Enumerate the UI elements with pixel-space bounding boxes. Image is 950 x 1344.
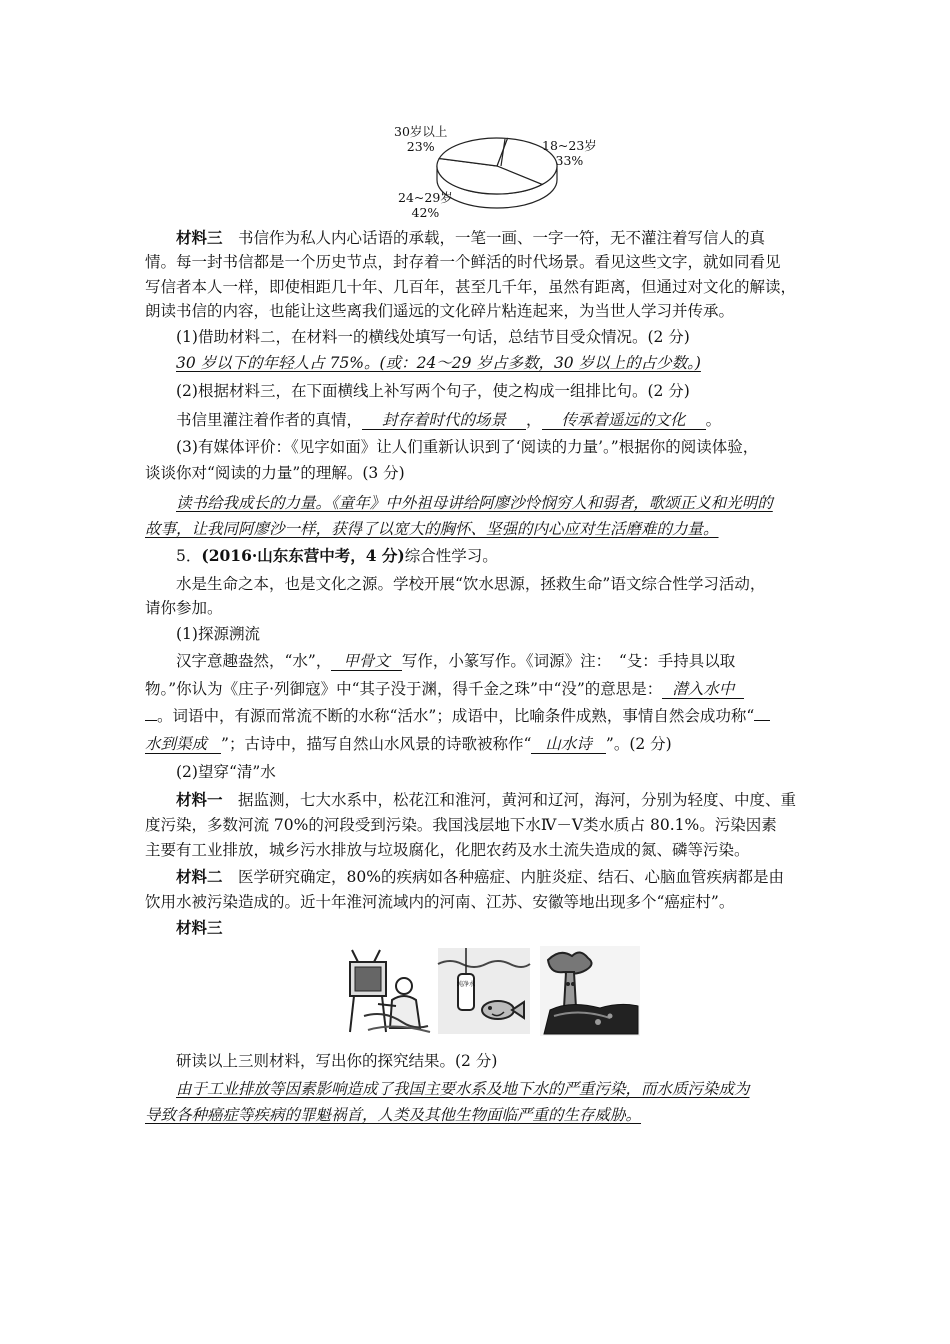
q5-section1-line4: 水到渠成 ”；古诗中，描写自然山水风景的诗歌被称作“ 山水诗 ”。(2 分) <box>145 735 672 753</box>
q4-part2-blank-1: 封存着时代的场景 <box>362 412 526 430</box>
q4-material3-line2: 情。每一封书信都是一个历史节点，封存着一个鲜活的时代场景。看见这些文字，就如同看见 <box>145 253 781 271</box>
q5-material2-line2: 饮用水被污染造成的。近十年淮河流域内的河南、江苏、安徽等地出现多个“癌症村”。 <box>145 893 735 911</box>
q5-intro-line1: 水是生命之本，也是文化之源。学校开展“饮水思源，拯救生命”语文综合性学习活动， <box>176 575 766 593</box>
q4-part3-answer-line1: 读书给我成长的力量。《童年》中外祖母讲给阿廖沙怜悯穷人和弱者，歌颂正义和光明的 <box>176 494 773 512</box>
bottle-label: 纯净水 <box>456 981 476 988</box>
q4-part1-answer: 30 岁以下的年轻人占 75%。(或：24～29 岁占多数，30 岁以上的占少数。) <box>176 354 701 372</box>
factory-pollution-cartoon <box>344 946 434 1036</box>
q4-part3-answer-line2: 故事，让我同阿廖沙一样，获得了以宽大的胸怀、坚强的内心应对生活磨难的力量。 <box>145 520 719 538</box>
material3-cartoons <box>344 946 640 1036</box>
q5-material1-line3: 主要有工业排放，城乡污水排放与垃圾腐化，化肥农药及水土流失造成的氮、磷等污染。 <box>145 841 750 859</box>
bottled-water-fish-cartoon <box>436 946 532 1036</box>
q4-part3-prompt-line1: (3)有媒体评价：《见字如面》让人们重新认识到了‘阅读的力量’。”根据你的阅读体验， <box>176 438 759 456</box>
q5-material1-line2: 度污染，多数河流 70%的河段受到污染。我国浅层地下水Ⅳ－Ⅴ类水质占 80.1%。污染因素 <box>145 816 777 834</box>
q5-answer-line1: 由于工业排放等因素影响造成了我国主要水系及地下水的严重污染，而水质污染成为 <box>176 1080 750 1098</box>
q5-material3-head: 材料三 <box>176 918 223 937</box>
q4-part2-prompt: (2)根据材料三，在下面横线上补写两个句子，使之构成一组排比句。(2 分) <box>176 382 690 400</box>
q4-part1-prompt: (1)借助材料二，在材料一的横线处填写一句话，总结节目受众情况。(2 分) <box>176 328 690 346</box>
q4-part2-blank-2: 传承着遥远的文化 <box>542 412 706 430</box>
q5-section2-title: (2)望穿“清”水 <box>176 763 276 781</box>
q4-part2-answer-line: 书信里灌注着作者的真情， 封存着时代的场景 ， 传承着遥远的文化 。 <box>176 411 722 429</box>
q5-blank-idiom-start <box>754 720 770 721</box>
pie-label-18-23: 18~23岁 33% <box>542 138 597 168</box>
q4-material3-line1: 材料三 书信作为私人内心话语的承载，一笔一画、一字一符，无不灌注着写信人的真 <box>176 228 766 247</box>
q5-blank-tail <box>145 720 157 721</box>
q5-material1-line1: 材料一 据监测，七大水系中，松花江和淮河，黄河和辽河，海河，分别为轻度、中度、重 <box>176 790 797 809</box>
q4-material3-line3: 写信者本人一样，即使相距几十年、几百年，甚至几千年，虽然有距离，但通过对文化的解读， <box>145 278 797 296</box>
q5-blank-poem: 山水诗 <box>531 736 606 754</box>
q4-part3-prompt-line2: 谈谈你对“阅读的力量”的理解。(3 分) <box>145 464 405 482</box>
q4-material3-line4: 朗读书信的内容，也能让这些离我们遥远的文化碎片粘连起来，为当世人学习并传承。 <box>145 302 735 320</box>
q5-answer-line2: 导致各种癌症等疾病的罪魁祸首，人类及其他生物面临严重的生存威胁。 <box>145 1106 642 1124</box>
q5-blank-meaning: 潜入水中 <box>662 681 744 699</box>
q5-blank-jiaguwen: 甲骨文 <box>331 653 402 671</box>
q5-section1-line3: 。词语中，有源而常流不断的水称“活水”；成语中，比喻条件成熟，事情自然会成功称“ <box>145 706 807 726</box>
q5-blank-idiom: 水到渠成 <box>145 736 221 754</box>
q5-task-prompt: 研读以上三则材料，写出你的探究结果。(2 分) <box>176 1052 498 1070</box>
audience-pie-chart <box>382 118 612 226</box>
q5-section1-title: (1)探源溯流 <box>176 625 260 643</box>
pie-label-30plus: 30岁以上 23% <box>394 124 448 154</box>
q5-material2-line1: 材料二 医学研究确定，80%的疾病如各种癌症、内脏炎症、结石、心脑血管疾病都是由 <box>176 867 784 886</box>
pie-label-24-29: 24~29岁 42% <box>398 190 453 220</box>
q5-section1-line2: 物。”你认为《庄子·列御寇》中“其子没于渊，得千金之珠”中“没”的意思是： 潜入水中 <box>145 679 807 699</box>
dying-tree-cartoon <box>540 946 640 1036</box>
q5-section1-line1: 汉字意趣盎然，“水”， 甲骨文 写作，小篆写作。《词源》注： “殳：手持具以取 <box>176 652 736 670</box>
q5-heading: 5．(2016·山东东营中考，4 分)综合性学习。 <box>176 546 498 565</box>
q5-intro-line2: 请你参加。 <box>145 599 223 617</box>
